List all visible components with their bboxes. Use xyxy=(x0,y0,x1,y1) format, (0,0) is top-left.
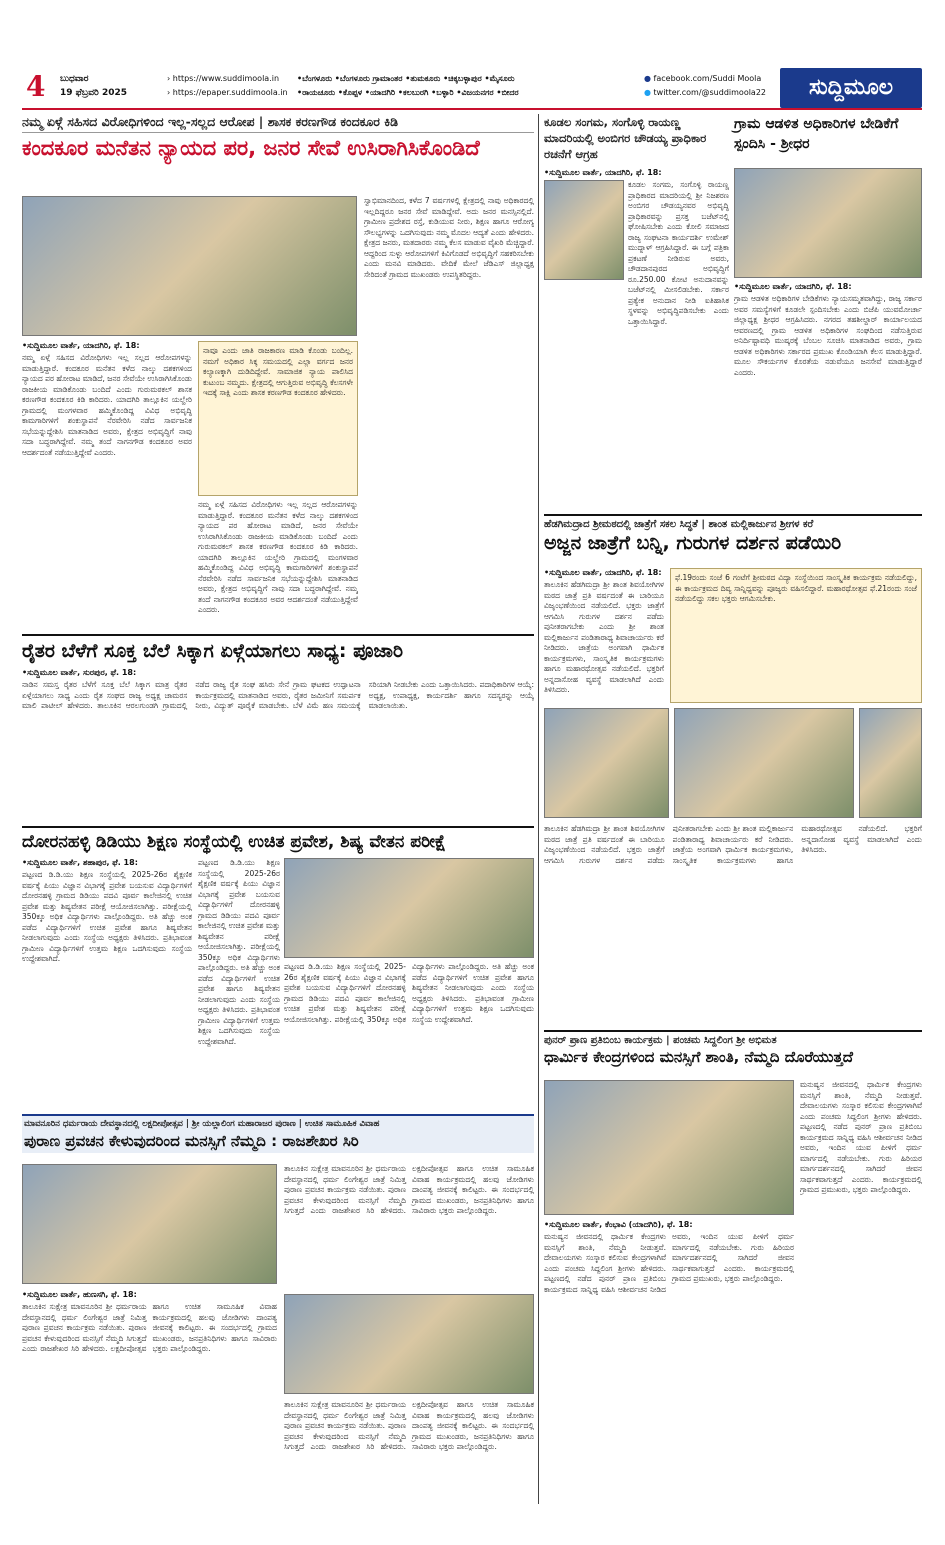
story-byline: •ಸುದ್ದಿಮೂಲ ವಾರ್ತೆ, ಯಾದಗಿರಿ, ಫೆ. 18: xyxy=(544,168,662,177)
story-column xyxy=(544,568,664,703)
facebook-icon: ● xyxy=(644,74,654,83)
story-column xyxy=(800,1080,922,1500)
page-header xyxy=(22,68,922,110)
story-column xyxy=(22,668,534,818)
photo-exam-hall xyxy=(284,858,534,958)
story-body: ತಾಲೂಕಿನ ಸುಕ್ಷೇತ್ರ ಮಾವನೂರಿನ ಶ್ರೀ ಧರ್ಮರಾಯ ದೇವಸ್ಥಾನದಲ್ಲಿ ಧರ್ಮ ಲಿಂಗೇಶ್ವರ ಜಾತ್ರೆ ನಿಮಿತ್ತ ಪುರಾಣ ಪ್ರವಚನ ಕಾರ್ಯಕ್ರಮ ನಡೆಯಿತು. ಪುರಾಣ ಪ್ರವಚನ ಕೇಳುವುದರಿಂದ ಮನಸ್ಸಿಗೆ ನೆಮ್ಮದಿ ಸಿಗುತ್ತದೆ ಎಂದು ರಾಜಶೇಖರ ಸಿರಿ ಹೇಳಿದರು. ಲಕ್ಷದೀಪೋತ್ಸವ ಹಾಗೂ ಉಚಿತ ಸಾಮೂಹಿಕ ವಿವಾಹ ಕಾರ್ಯಕ್ರಮದಲ್ಲಿ ಹಲವು ಜೋಡಿಗಳು ದಾಂಪತ್ಯ ಜೀವನಕ್ಕೆ ಕಾಲಿಟ್ಟರು. ಈ ಸಂದರ್ಭದಲ್ಲಿ ಗ್ರಾಮದ ಮುಖಂಡರು, ಜನಪ್ರತಿನಿಧಿಗಳು ಹಾಗೂ ಸಾವಿರಾರು ಭಕ್ತರು ಪಾಲ್ಗೊಂಡಿದ್ದರು. xyxy=(284,1164,534,1215)
story-body: ತಾಲೂಕಿನ ಹೆಡಗಿಮದ್ರಾ ಶ್ರೀ ಶಾಂತ ಶಿವಯೋಗಿಗಳ ಮಠದ ಜಾತ್ರೆ ಪ್ರತಿ ವರ್ಷದಂತೆ ಈ ಬಾರಿಯೂ ವಿಜೃಂಭಣೆಯಿಂದ ನಡೆಯಲಿದೆ. ಭಕ್ತರು ಜಾತ್ರೆಗೆ ಆಗಮಿಸಿ ಗುರುಗಳ ದರ್ಶನ ಪಡೆದು ಪುನೀತರಾಗಬೇಕು ಎಂದು ಶ್ರೀ ಶಾಂತ ಮಲ್ಲಿಕಾರ್ಜುನ ಪಂಡಿತಾರಾಧ್ಯ ಶಿವಾಚಾರ್ಯರು ಕರೆ ನೀಡಿದರು. ಜಾತ್ರೆಯ ಅಂಗವಾಗಿ ಧಾರ್ಮಿಕ ಕಾರ್ಯಕ್ರಮಗಳು, ಸಾಂಸ್ಕೃತಿಕ ಕಾರ್ಯಕ್ರಮಗಳು ಹಾಗೂ ಮಹಾರಥೋತ್ಸವ ನಡೆಯಲಿದೆ. ಭಕ್ತರಿಗೆ ಅನ್ನದಾಸೋಹ ವ್ಯವಸ್ಥೆ ಮಾಡಲಾಗಿದೆ ಎಂದು ತಿಳಿಸಿದರು. xyxy=(544,824,922,865)
story-headline: ಧಾರ್ಮಿಕ ಕೇಂದ್ರಗಳಿಂದ ಮನಸ್ಸಿಗೆ ಶಾಂತಿ, ನೆಮ್ಮದಿ ದೊರೆಯುತ್ತದೆ xyxy=(544,1048,853,1066)
highlight-box xyxy=(198,341,358,496)
facebook-link[interactable]: facebook.com/Suddi Moola xyxy=(653,74,762,83)
story-body: ನಮ್ಮ ಏಳ್ಗೆ ಸಹಿಸದ ವಿರೋಧಿಗಳು ಇಲ್ಲ ಸಲ್ಲದ ಆರೋಪಗಳನ್ನು ಮಾಡುತ್ತಿದ್ದಾರೆ. ಕಂದಕೂರ ಮನೆತನ ಕಳೆದ ನಾಲ್ಕು ದಶಕಗಳಿಂದ ನ್ಯಾಯದ ಪರ ಹೋರಾಟ ಮಾಡಿದೆ, ಜನರ ಸೇವೆಯೇ ಉಸಿರಾಗಿಸಿಕೊಂಡು ರಾಜಕೀಯ ಮಾಡಿಕೊಂಡು ಬಂದಿದೆ ಎಂದು ಗುರುಮಠಕಲ್ ಶಾಸಕ ಕರಣಗೌಡ ಕಂದಕೂರ ಕಿಡಿ ಕಾರಿದರು. ಯಾದಗಿರಿ ತಾಲ್ಲೂಕಿನ ಯಲ್ಹೇರಿ ಗ್ರಾಮದಲ್ಲಿ ಮಂಗಳವಾರ ಹಮ್ಮಿಕೊಂಡಿದ್ದ ವಿವಿಧ ಅಭಿವೃದ್ಧಿ ಕಾಮಗಾರಿಗಳಿಗೆ ಶಂಕುಸ್ಥಾಪನೆ ನೆರವೇರಿಸಿ ನಡೆದ ಸಾರ್ವಜನಿಕ ಸಭೆಯನ್ನುದ್ದೇಶಿಸಿ ಮಾತನಾಡಿದ ಅವರು, ಕ್ಷೇತ್ರದ ಅಭಿವೃದ್ಧಿಗೆ ನಾವು ಸದಾ ಬದ್ಧರಾಗಿದ್ದೇವೆ. ನಮ್ಮ ತಂದೆ ನಾಗನಗೌಡ ಕಂದಕೂರ ಅವರ ಆದರ್ಶದಂತೆ ನಡೆಯುತ್ತಿದ್ದೇವೆ ಎಂದರು. xyxy=(22,353,192,457)
story-column xyxy=(22,1290,277,1502)
story-byline: •ಸುದ್ದಿಮೂಲ ವಾರ್ತೆ, ಸುರಪುರ, ಫೆ. 18: xyxy=(22,668,137,677)
column-divider xyxy=(538,114,539,1504)
story-column xyxy=(284,1400,534,1502)
story-purana xyxy=(22,1114,534,1153)
issue-date xyxy=(60,72,127,100)
twitter-icon: ● xyxy=(644,88,654,97)
story-column xyxy=(22,858,192,1108)
photo-portrait xyxy=(544,180,624,280)
social-links xyxy=(644,72,766,100)
story-body: ಗ್ರಾಮ ಆಡಳಿತ ಅಧಿಕಾರಿಗಳ ಬೇಡಿಕೆಗಳು ನ್ಯಾಯಸಮ್ಮತವಾಗಿದ್ದು, ರಾಜ್ಯ ಸರ್ಕಾರ ಅವರ ಸಮಸ್ಯೆಗಳಿಗೆ ಕೂಡಲೇ ಸ್ಪಂದಿಸಬೇಕು ಎಂದು ಬಿಜೆಪಿ ಯುವಮೋರ್ಚಾ ಜಿಲ್ಲಾಧ್ಯಕ್ಷ ಶ್ರೀಧರ ಆಗ್ರಹಿಸಿದರು. ನಗರದ ತಹಶೀಲ್ದಾರ್ ಕಾರ್ಯಾಲಯದ ಆವರಣದಲ್ಲಿ ಗ್ರಾಮ ಆಡಳಿತ ಅಧಿಕಾರಿಗಳ ಸಂಘದಿಂದ ನಡೆಸುತ್ತಿರುವ ಅನಿರ್ದಿಷ್ಟಾವಧಿ ಮುಷ್ಕರಕ್ಕೆ ಬೆಂಬಲ ಸೂಚಿಸಿ ಮಾತನಾಡಿದ ಅವರು, ಗ್ರಾಮ ಆಡಳಿತ ಅಧಿಕಾರಿಗಳು ಸರ್ಕಾರದ ಪ್ರಮುಖ ಕೊಂಡಿಯಾಗಿ ಕೆಲಸ ಮಾಡುತ್ತಿದ್ದಾರೆ. ಮೂಲ ಸೌಕರ್ಯಗಳ ಕೊರತೆಯ ನಡುವೆಯೂ ಜನಸೇವೆ ಮಾಡುತ್ತಿದ್ದಾರೆ ಎಂದರು. xyxy=(734,294,922,377)
story-dharmika xyxy=(544,1030,922,1066)
story-byline: •ಸುದ್ದಿಮೂಲ ವಾರ್ತೆ, ಯಾದಗಿರಿ, ಫೆ. 18: xyxy=(544,568,662,577)
story-headline: ಪುರಾಣ ಪ್ರವಚನ ಕೇಳುವುದರಿಂದ ಮನಸ್ಸಿಗೆ ನೆಮ್ಮದಿ : ರಾಜಶೇಖರ ಸಿರಿ xyxy=(24,1132,359,1150)
story-body: ಪಟ್ಟಣದ ಡಿ.ಡಿ.ಯು ಶಿಕ್ಷಣ ಸಂಸ್ಥೆಯಲ್ಲಿ 2025-26ರ ಶೈಕ್ಷಣಿಕ ವರ್ಷಕ್ಕೆ ಪಿಯು ವಿಜ್ಞಾನ ವಿಭಾಗಕ್ಕೆ ಪ್ರವೇಶ ಬಯಸುವ ವಿದ್ಯಾರ್ಥಿಗಳಿಗೆ ದೋರನಹಳ್ಳಿ ಗ್ರಾಮದ ಡಿಡಿಯು ಪದವಿ ಪೂರ್ವ ಕಾಲೇಜಿನಲ್ಲಿ ಉಚಿತ ಪ್ರವೇಶ ಮತ್ತು ಶಿಷ್ಯವೇತನ ಪರೀಕ್ಷೆ ಆಯೋಜಿಸಲಾಗಿತ್ತು. ಪರೀಕ್ಷೆಯಲ್ಲಿ 350ಕ್ಕೂ ಅಧಿಕ ವಿದ್ಯಾರ್ಥಿಗಳು ಪಾಲ್ಗೊಂಡಿದ್ದರು. ಅತಿ ಹೆಚ್ಚು ಅಂಕ ಪಡೆದ ವಿದ್ಯಾರ್ಥಿಗಳಿಗೆ ಉಚಿತ ಪ್ರವೇಶ ಹಾಗೂ ಶಿಷ್ಯವೇತನ ನೀಡಲಾಗುವುದು ಎಂದು ಸಂಸ್ಥೆಯ ಅಧ್ಯಕ್ಷರು ತಿಳಿಸಿದರು. ಪ್ರತಿಭಾವಂತ ಗ್ರಾಮೀಣ ವಿದ್ಯಾರ್ಥಿಗಳಿಗೆ ಉತ್ತಮ ಶಿಕ್ಷಣ ಒದಗಿಸುವುದು ಸಂಸ್ಥೆಯ ಉದ್ದೇಶವಾಗಿದೆ. xyxy=(284,962,534,1024)
story-body: ನಮ್ಮ ಏಳ್ಗೆ ಸಹಿಸದ ವಿರೋಧಿಗಳು ಇಲ್ಲ ಸಲ್ಲದ ಆರೋಪಗಳನ್ನು ಮಾಡುತ್ತಿದ್ದಾರೆ. ಕಂದಕೂರ ಮನೆತನ ಕಳೆದ ನಾಲ್ಕು ದಶಕಗಳಿಂದ ನ್ಯಾಯದ ಪರ ಹೋರಾಟ ಮಾಡಿದೆ, ಜನರ ಸೇವೆಯೇ ಉಸಿರಾಗಿಸಿಕೊಂಡು ರಾಜಕೀಯ ಮಾಡಿಕೊಂಡು ಬಂದಿದೆ ಎಂದು ಗುರುಮಠಕಲ್ ಶಾಸಕ ಕರಣಗೌಡ ಕಂದಕೂರ ಕಿಡಿ ಕಾರಿದರು. ಯಾದಗಿರಿ ತಾಲ್ಲೂಕಿನ ಯಲ್ಹೇರಿ ಗ್ರಾಮದಲ್ಲಿ ಮಂಗಳವಾರ ಹಮ್ಮಿಕೊಂಡಿದ್ದ ವಿವಿಧ ಅಭಿವೃದ್ಧಿ ಕಾಮಗಾರಿಗಳಿಗೆ ಶಂಕುಸ್ಥಾಪನೆ ನೆರವೇರಿಸಿ ನಡೆದ ಸಾರ್ವಜನಿಕ ಸಭೆಯನ್ನುದ್ದೇಶಿಸಿ ಮಾತನಾಡಿದ ಅವರು, ಕ್ಷೇತ್ರದ ಅಭಿವೃದ್ಧಿಗೆ ನಾವು ಸದಾ ಬದ್ಧರಾಗಿದ್ದೇವೆ. ನಮ್ಮ ತಂದೆ ನಾಗನಗೌಡ ಕಂದಕೂರ ಅವರ ಆದರ್ಶದಂತೆ ನಡೆಯುತ್ತಿದ್ದೇವೆ ಎಂದರು. xyxy=(198,500,358,614)
story-body: ಪಟ್ಟಣದ ಡಿ.ಡಿ.ಯು ಶಿಕ್ಷಣ ಸಂಸ್ಥೆಯಲ್ಲಿ 2025-26ರ ಶೈಕ್ಷಣಿಕ ವರ್ಷಕ್ಕೆ ಪಿಯು ವಿಜ್ಞಾನ ವಿಭಾಗಕ್ಕೆ ಪ್ರವೇಶ ಬಯಸುವ ವಿದ್ಯಾರ್ಥಿಗಳಿಗೆ ದೋರನಹಳ್ಳಿ ಗ್ರಾಮದ ಡಿಡಿಯು ಪದವಿ ಪೂರ್ವ ಕಾಲೇಜಿನಲ್ಲಿ ಉಚಿತ ಪ್ರವೇಶ ಮತ್ತು ಶಿಷ್ಯವೇತನ ಪರೀಕ್ಷೆ ಆಯೋಜಿಸಲಾಗಿತ್ತು. ಪರೀಕ್ಷೆಯಲ್ಲಿ 350ಕ್ಕೂ ಅಧಿಕ ವಿದ್ಯಾರ್ಥಿಗಳು ಪಾಲ್ಗೊಂಡಿದ್ದರು. ಅತಿ ಹೆಚ್ಚು ಅಂಕ ಪಡೆದ ವಿದ್ಯಾರ್ಥಿಗಳಿಗೆ ಉಚಿತ ಪ್ರವೇಶ ಹಾಗೂ ಶಿಷ್ಯವೇತನ ನೀಡಲಾಗುವುದು ಎಂದು ಸಂಸ್ಥೆಯ ಅಧ್ಯಕ್ಷರು ತಿಳಿಸಿದರು. ಪ್ರತಿಭಾವಂತ ಗ್ರಾಮೀಣ ವಿದ್ಯಾರ್ಥಿಗಳಿಗೆ ಉತ್ತಮ ಶಿಕ್ಷಣ ಒದಗಿಸುವುದು ಸಂಸ್ಥೆಯ ಉದ್ದೇಶವಾಗಿದೆ. xyxy=(22,870,192,963)
story-body: ಕೂಡಲ ಸಂಗಮ, ಸಂಗೊಳ್ಳಿ ರಾಯಣ್ಣ ಪ್ರಾಧಿಕಾರದ ಮಾದರಿಯಲ್ಲಿ ಶ್ರೀ ನಿಜಶರಣ ಅಂಬಿಗರ ಚೌಡಯ್ಯನವರ ಅಭಿವೃದ್ಧಿ ಪ್ರಾಧಿಕಾರವನ್ನು ಪ್ರಸಕ್ತ ಬಜೆಟ್‌ನಲ್ಲಿ ಘೋಷಿಸಬೇಕು ಎಂದು ಕೋಲಿ ಸಮಾಜದ ರಾಜ್ಯ ಸಂಘಟನಾ ಕಾರ್ಯದರ್ಶಿ ಉಮೇಶ್ ಮುದ್ನಾಳ್ ಆಗ್ರಹಿಸಿದ್ದಾರೆ. ಈ ಬಗ್ಗೆ ಪತ್ರಿಕಾ ಪ್ರಕಟಣೆ ನೀಡಿರುವ ಅವರು, ಚೌಡದಾನಪುರದ ಅಭಿವೃದ್ಧಿಗೆ ರೂ.250.00 ಕೋಟಿ ಅನುದಾನವನ್ನು ಬಜೆಟ್‌ನಲ್ಲಿ ಮೀಸಲಿಡಬೇಕು. ಸರ್ಕಾರ ಪ್ರತ್ಯೇಕ ಅನುದಾನ ನೀಡಿ ಐತಿಹಾಸಿಕ ಸ್ಥಳವನ್ನು ಅಭಿವೃದ್ಧಿಪಡಿಸಬೇಕು ಎಂದು ಒತ್ತಾಯಿಸಿದ್ದಾರೆ. xyxy=(628,180,729,326)
edition-cities xyxy=(297,72,642,100)
story-kicker: ನಮ್ಮ ಏಳ್ಗೆ ಸಹಿಸದ ವಿರೋಧಿಗಳಿಂದ ಇಲ್ಲ-ಸಲ್ಲದ ಆರೋಪ | ಶಾಸಕ ಕರಣಗೌಡ ಕಂದಕೂರ ಕಿಡಿ xyxy=(22,114,534,133)
story-column xyxy=(284,962,534,1108)
story-byline: •ಸುದ್ದಿಮೂಲ ವಾರ್ತೆ, ಕೆಂಭಾವಿ (ಯಾದಗಿರಿ), ಫೆ. 18: xyxy=(544,1220,693,1229)
story-school xyxy=(22,826,534,852)
story-column xyxy=(734,282,922,508)
story-column xyxy=(198,500,358,626)
story-byline: •ಸುದ್ದಿಮೂಲ ವಾರ್ತೆ, ಶಹಾಪುರ, ಫೆ. 18: xyxy=(22,858,138,867)
photo-temple xyxy=(674,708,854,818)
story-byline: •ಸುದ್ದಿಮೂಲ ವಾರ್ತೆ, ಯಾದಗಿರಿ, ಫೆ. 18: xyxy=(22,341,140,350)
highlight-box xyxy=(670,568,922,703)
story-kicker: ಕೂಡಲ ಸಂಗಮ, ಸಂಗೊಳ್ಳಿ ರಾಯಣ್ಣ ಮಾದರಿಯಲ್ಲಿ ಅಂಬಿಗರ ಚೌಡಯ್ಯ ಪ್ರಾಧಿಕಾರ ರಚನೆಗೆ ಆಗ್ರಹ xyxy=(544,115,707,161)
globe-icon: › xyxy=(167,88,173,97)
story-column xyxy=(22,341,192,626)
story-body: ಮನುಷ್ಯನ ಜೀವನದಲ್ಲಿ ಧಾರ್ಮಿಕ ಕೇಂದ್ರಗಳು ಮನಸ್ಸಿಗೆ ಶಾಂತಿ, ನೆಮ್ಮದಿ ನೀಡುತ್ತವೆ. ದೇವಾಲಯಗಳು ಸಂಸ್ಕಾರ ಕಲಿಸುವ ಕೇಂದ್ರಗಳಾಗಿವೆ ಎಂದು ಪಂಚಮ ಸಿದ್ದಲಿಂಗ ಶ್ರೀಗಳು ಹೇಳಿದರು. ಪಟ್ಟಣದಲ್ಲಿ ನಡೆದ ಪುನರ್ ಪ್ರಾಣ ಪ್ರತಿಬಿಂಬ ಕಾರ್ಯಕ್ರಮದ ಸಾನ್ನಿಧ್ಯ ವಹಿಸಿ ಆಶೀರ್ವಚನ ನೀಡಿದ ಅವರು, ಇಂದಿನ ಯುವ ಪೀಳಿಗೆ ಧರ್ಮ ಮಾರ್ಗದಲ್ಲಿ ನಡೆಯಬೇಕು. ಗುರು ಹಿರಿಯರ ಮಾರ್ಗದರ್ಶನದಲ್ಲಿ ಸಾಗಿದರೆ ಜೀವನ ಸಾರ್ಥಕವಾಗುತ್ತದೆ ಎಂದರು. ಕಾರ್ಯಕ್ರಮದಲ್ಲಿ ಗ್ರಾಮದ ಪ್ರಮುಖರು, ಭಕ್ತರು ಪಾಲ್ಗೊಂಡಿದ್ದರು. xyxy=(800,1080,922,1194)
story-column xyxy=(544,824,922,1024)
cities-row-1: •ಬೆಂಗಳೂರು •ಬೆಂಗಳೂರು ಗ್ರಾಮಾಂತರ •ತುಮಕೂರು •ಚಿಕ್ಕಬಳ್ಳಾಪುರ •ಮೈಸೂರು xyxy=(297,74,515,83)
photo-meeting xyxy=(22,196,357,336)
story-column xyxy=(284,1164,534,1289)
story-column xyxy=(364,196,534,626)
story-body: ನಾಡಿನ ಸಮಸ್ತ ರೈತರ ಬೆಳೆಗೆ ಸೂಕ್ತ ಬೆಲೆ ಸಿಕ್ಕಾಗ ಮಾತ್ರ ರೈತರ ಏಳ್ಗೆಯಾಗಲು ಸಾಧ್ಯ ಎಂದು ರೈತ ಸಂಘದ ರಾಜ್ಯ ಅಧ್ಯಕ್ಷ ಚಾಮರಸ ಮಾಲಿ ಪಾಟೀಲ್ ಹೇಳಿದರು. ತಾಲೂಕಿನ ಆರಲಗುಂಡಗಿ ಗ್ರಾಮದಲ್ಲಿ ನಡೆದ ರಾಜ್ಯ ರೈತ ಸಂಘ ಹಸಿರು ಸೇನೆ ಗ್ರಾಮ ಘಟಕದ ಉದ್ಘಾಟನಾ ಕಾರ್ಯಕ್ರಮದಲ್ಲಿ ಮಾತನಾಡಿದ ಅವರು, ರೈತರ ಜಮೀನಿಗೆ ಸಮರ್ಪಕ ನೀರು, ವಿದ್ಯುತ್ ಪೂರೈಕೆ ಮಾಡಬೇಕು. ಬೆಳೆ ವಿಮೆ ಹಣ ಸಮಯಕ್ಕೆ ಸರಿಯಾಗಿ ನೀಡಬೇಕು ಎಂದು ಒತ್ತಾಯಿಸಿದರು. ಪದಾಧಿಕಾರಿಗಳ ಆಯ್ಕೆ: ಅಧ್ಯಕ್ಷ, ಉಪಾಧ್ಯಕ್ಷ, ಕಾರ್ಯದರ್ಶಿ ಹಾಗೂ ಸದಸ್ಯರನ್ನು ಆಯ್ಕೆ ಮಾಡಲಾಯಿತು. xyxy=(22,680,534,710)
story-kicker: ಹೆಡಗಿಮದ್ರಾದ ಶ್ರೀಮಠದಲ್ಲಿ ಜಾತ್ರೆಗೆ ಸಕಲ ಸಿದ್ಧತೆ | ಶಾಂತ ಮಲ್ಲಿಕಾರ್ಜುನ ಶ್ರೀಗಳ ಕರೆ xyxy=(544,519,814,530)
photo-protest xyxy=(734,168,922,278)
story-byline: •ಸುದ್ದಿಮೂಲ ವಾರ್ತೆ, ಹುಣಸಗಿ, ಫೆ. 18: xyxy=(22,1290,137,1299)
story-body: ತಾಲೂಕಿನ ಸುಕ್ಷೇತ್ರ ಮಾವನೂರಿನ ಶ್ರೀ ಧರ್ಮರಾಯ ದೇವಸ್ಥಾನದಲ್ಲಿ ಧರ್ಮ ಲಿಂಗೇಶ್ವರ ಜಾತ್ರೆ ನಿಮಿತ್ತ ಪುರಾಣ ಪ್ರವಚನ ಕಾರ್ಯಕ್ರಮ ನಡೆಯಿತು. ಪುರಾಣ ಪ್ರವಚನ ಕೇಳುವುದರಿಂದ ಮನಸ್ಸಿಗೆ ನೆಮ್ಮದಿ ಸಿಗುತ್ತದೆ ಎಂದು ರಾಜಶೇಖರ ಸಿರಿ ಹೇಳಿದರು. ಲಕ್ಷದೀಪೋತ್ಸವ ಹಾಗೂ ಉಚಿತ ಸಾಮೂಹಿಕ ವಿವಾಹ ಕಾರ್ಯಕ್ರಮದಲ್ಲಿ ಹಲವು ಜೋಡಿಗಳು ದಾಂಪತ್ಯ ಜೀವನಕ್ಕೆ ಕಾಲಿಟ್ಟರು. ಈ ಸಂದರ್ಭದಲ್ಲಿ ಗ್ರಾಮದ ಮುಖಂಡರು, ಜನಪ್ರತಿನಿಧಿಗಳು ಹಾಗೂ ಸಾವಿರಾರು ಭಕ್ತರು ಪಾಲ್ಗೊಂಡಿದ್ದರು. xyxy=(22,1302,277,1353)
story-headline: ರೈತರ ಬೆಳೆಗೆ ಸೂಕ್ತ ಬೆಲೆ ಸಿಕ್ಕಾಗ ಏಳ್ಗೆಯಾಗಲು ಸಾಧ್ಯ: ಪೂಜಾರಿ xyxy=(22,640,404,662)
story-farmers xyxy=(22,634,534,662)
twitter-link[interactable]: twitter.com/@suddimoola22 xyxy=(653,88,767,97)
story-kicker: ಮಾವನೂರಿನ ಧರ್ಮರಾಯ ದೇವಸ್ಥಾನದಲ್ಲಿ ಲಕ್ಷದೀಪೋತ್ಸವ | ಶ್ರೀ ಯಲ್ಲಾಲಿಂಗ ಮಹಾರಾಜರ ಪುರಾಣ | ಉಚಿತ ಸಾಮೂಹಿಕ ವಿವಾಹ xyxy=(24,1119,380,1129)
page-number: 4 xyxy=(26,70,46,103)
story-jatre xyxy=(544,514,922,554)
globe-icon: › xyxy=(167,74,173,83)
story-body: ಸ್ವಾಭಿಮಾನದಿಂದ, ಕಳೆದ 7 ವರ್ಷಗಳಲ್ಲಿ ಕ್ಷೇತ್ರದಲ್ಲಿ ನಾವು ಅಧಿಕಾರದಲ್ಲಿ ಇಲ್ಲದಿದ್ದರೂ ಜನರ ಸೇವೆ ಮಾಡಿದ್ದೇವೆ. ಅದು ಜನರ ಮನಸ್ಸಿನಲ್ಲಿದೆ. ಗ್ರಾಮೀಣ ಪ್ರದೇಶದ ರಸ್ತೆ, ಕುಡಿಯುವ ನೀರು, ಶಿಕ್ಷಣ ಹಾಗೂ ಆರೋಗ್ಯ ಸೌಲಭ್ಯಗಳನ್ನು ಒದಗಿಸುವುದು ನಮ್ಮ ಮೊದಲ ಆದ್ಯತೆ ಎಂದು ಹೇಳಿದರು. ಕ್ಷೇತ್ರದ ಜನರು, ಮತದಾರರು ನಮ್ಮ ಕೆಲಸ ಮಾಡುವ ವೈಖರಿ ಮೆಚ್ಚಿದ್ದಾರೆ. ಆದ್ದರಿಂದ ಸುಳ್ಳು ಆರೋಪಗಳಿಗೆ ಕಿವಿಗೊಡದೆ ಅಭಿವೃದ್ಧಿಗೆ ಸಹಕರಿಸಬೇಕು ಎಂದು ಮನವಿ ಮಾಡಿದರು. ವೇದಿಕೆ ಮೇಲೆ ಜೆಡಿಎಸ್ ಜಿಲ್ಲಾಧ್ಯಕ್ಷ ಸೇರಿದಂತೆ ಗ್ರಾಮದ ಮುಖಂಡರು ಉಪಸ್ಥಿತರಿದ್ದರು. xyxy=(364,196,534,279)
header-urls xyxy=(167,72,288,100)
issue-day: ಬುಧವಾರ xyxy=(60,74,89,84)
box-text: ಫೆ.19ರಂದು ಸಂಜೆ 6 ಗಂಟೆಗೆ ಶ್ರೀಮಠದ ವಿದ್ಯಾ ಸಂಸ್ಥೆಯಿಂದ ಸಾಂಸ್ಕೃತಿಕ ಕಾರ್ಯಕ್ರಮ ನಡೆಯಲಿದ್ದು, ಈ ಕಾರ್ಯಕ್ರಮದ ದಿವ್ಯ ಸಾನ್ನಿಧ್ಯವನ್ನು ಪೂಜ್ಯರು ವಹಿಸಲಿದ್ದಾರೆ. ಮಹಾರಥೋತ್ಸವ ಫೆ.21ರಂದು ಸಂಜೆ ನಡೆಯಲಿದ್ದು ಸಕಲ ಭಕ್ತರು ಆಗಮಿಸಬೇಕು. xyxy=(675,573,917,603)
box-text: ನಾವೂ ಎಂದು ಜಾತಿ ರಾಜಕಾರಣ ಮಾಡಿ ಕೊಂಡು ಬಂದಿಲ್ಲ. ನಮಗೆ ಅಧಿಕಾರ ಸಿಕ್ಕ ಸಮಯದಲ್ಲಿ ಎಲ್ಲಾ ವರ್ಗದ ಜನರ ಕಲ್ಯಾಣಕ್ಕಾಗಿ ದುಡಿದಿದ್ದೇವೆ. ಸಾಮಾಜಿಕ ನ್ಯಾಯ ಪಾಲಿಸಿದ ಕುಟುಂಬ ನಮ್ಮದು. ಕ್ಷೇತ್ರದಲ್ಲಿ ಆಗುತ್ತಿರುವ ಅಭಿವೃದ್ಧಿ ಕೆಲಸಗಳೇ ಇದಕ್ಕೆ ಸಾಕ್ಷಿ ಎಂದು ಶಾಸಕ ಕರಣಗೌಡ ಕಂದಕೂರ ಹೇಳಿದರು. xyxy=(203,346,353,397)
photo-seers xyxy=(544,1080,794,1215)
story-column xyxy=(544,1220,794,1502)
story-column xyxy=(544,168,729,508)
story-village-officers xyxy=(734,114,922,154)
story-kandakur xyxy=(22,114,534,161)
newspaper-page xyxy=(22,68,922,1506)
photo-portrait xyxy=(859,708,922,818)
story-byline: •ಸುದ್ದಿಮೂಲ ವಾರ್ತೆ, ಯಾದಗಿರಿ, ಫೆ. 18: xyxy=(734,282,852,291)
story-body: ಮನುಷ್ಯನ ಜೀವನದಲ್ಲಿ ಧಾರ್ಮಿಕ ಕೇಂದ್ರಗಳು ಮನಸ್ಸಿಗೆ ಶಾಂತಿ, ನೆಮ್ಮದಿ ನೀಡುತ್ತವೆ. ದೇವಾಲಯಗಳು ಸಂಸ್ಕಾರ ಕಲಿಸುವ ಕೇಂದ್ರಗಳಾಗಿವೆ ಎಂದು ಪಂಚಮ ಸಿದ್ದಲಿಂಗ ಶ್ರೀಗಳು ಹೇಳಿದರು. ಪಟ್ಟಣದಲ್ಲಿ ನಡೆದ ಪುನರ್ ಪ್ರಾಣ ಪ್ರತಿಬಿಂಬ ಕಾರ್ಯಕ್ರಮದ ಸಾನ್ನಿಧ್ಯ ವಹಿಸಿ ಆಶೀರ್ವಚನ ನೀಡಿದ ಅವರು, ಇಂದಿನ ಯುವ ಪೀಳಿಗೆ ಧರ್ಮ ಮಾರ್ಗದಲ್ಲಿ ನಡೆಯಬೇಕು. ಗುರು ಹಿರಿಯರ ಮಾರ್ಗದರ್ಶನದಲ್ಲಿ ಸಾಗಿದರೆ ಜೀವನ ಸಾರ್ಥಕವಾಗುತ್ತದೆ ಎಂದರು. ಕಾರ್ಯಕ್ರಮದಲ್ಲಿ ಗ್ರಾಮದ ಪ್ರಮುಖರು, ಭಕ್ತರು ಪಾಲ್ಗೊಂಡಿದ್ದರು. xyxy=(544,1232,794,1294)
photo-swamiji xyxy=(544,708,669,818)
story-headline: ದೋರನಹಳ್ಳಿ ಡಿಡಿಯು ಶಿಕ್ಷಣ ಸಂಸ್ಥೆಯಲ್ಲಿ ಉಚಿತ ಪ್ರವೇಶ, ಶಿಷ್ಯ ವೇತನ ಪರೀಕ್ಷೆ xyxy=(22,832,446,852)
masthead-logo: ಸುದ್ದಿಮೂಲ xyxy=(780,68,922,108)
story-headline: ಗ್ರಾಮ ಆಡಳಿತ ಅಧಿಕಾರಿಗಳ ಬೇಡಿಕೆಗೆ ಸ್ಪಂದಿಸಿ - ಶ್ರೀಧರ xyxy=(734,116,899,152)
story-body: ತಾಲೂಕಿನ ಸುಕ್ಷೇತ್ರ ಮಾವನೂರಿನ ಶ್ರೀ ಧರ್ಮರಾಯ ದೇವಸ್ಥಾನದಲ್ಲಿ ಧರ್ಮ ಲಿಂಗೇಶ್ವರ ಜಾತ್ರೆ ನಿಮಿತ್ತ ಪುರಾಣ ಪ್ರವಚನ ಕಾರ್ಯಕ್ರಮ ನಡೆಯಿತು. ಪುರಾಣ ಪ್ರವಚನ ಕೇಳುವುದರಿಂದ ಮನಸ್ಸಿಗೆ ನೆಮ್ಮದಿ ಸಿಗುತ್ತದೆ ಎಂದು ರಾಜಶೇಖರ ಸಿರಿ ಹೇಳಿದರು. ಲಕ್ಷದೀಪೋತ್ಸವ ಹಾಗೂ ಉಚಿತ ಸಾಮೂಹಿಕ ವಿವಾಹ ಕಾರ್ಯಕ್ರಮದಲ್ಲಿ ಹಲವು ಜೋಡಿಗಳು ದಾಂಪತ್ಯ ಜೀವನಕ್ಕೆ ಕಾಲಿಟ್ಟರು. ಈ ಸಂದರ್ಭದಲ್ಲಿ ಗ್ರಾಮದ ಮುಖಂಡರು, ಜನಪ್ರತಿನಿಧಿಗಳು ಹಾಗೂ ಸಾವಿರಾರು ಭಕ್ತರು ಪಾಲ್ಗೊಂಡಿದ್ದರು. xyxy=(284,1400,534,1451)
epaper-link[interactable]: https://epaper.suddimoola.in xyxy=(172,88,288,97)
story-body: ಪಟ್ಟಣದ ಡಿ.ಡಿ.ಯು ಶಿಕ್ಷಣ ಸಂಸ್ಥೆಯಲ್ಲಿ 2025-26ರ ಶೈಕ್ಷಣಿಕ ವರ್ಷಕ್ಕೆ ಪಿಯು ವಿಜ್ಞಾನ ವಿಭಾಗಕ್ಕೆ ಪ್ರವೇಶ ಬಯಸುವ ವಿದ್ಯಾರ್ಥಿಗಳಿಗೆ ದೋರನಹಳ್ಳಿ ಗ್ರಾಮದ ಡಿಡಿಯು ಪದವಿ ಪೂರ್ವ ಕಾಲೇಜಿನಲ್ಲಿ ಉಚಿತ ಪ್ರವೇಶ ಮತ್ತು ಶಿಷ್ಯವೇತನ ಪರೀಕ್ಷೆ ಆಯೋಜಿಸಲಾಗಿತ್ತು. ಪರೀಕ್ಷೆಯಲ್ಲಿ 350ಕ್ಕೂ ಅಧಿಕ ವಿದ್ಯಾರ್ಥಿಗಳು ಪಾಲ್ಗೊಂಡಿದ್ದರು. ಅತಿ ಹೆಚ್ಚು ಅಂಕ ಪಡೆದ ವಿದ್ಯಾರ್ಥಿಗಳಿಗೆ ಉಚಿತ ಪ್ರವೇಶ ಹಾಗೂ ಶಿಷ್ಯವೇತನ ನೀಡಲಾಗುವುದು ಎಂದು ಸಂಸ್ಥೆಯ ಅಧ್ಯಕ್ಷರು ತಿಳಿಸಿದರು. ಪ್ರತಿಭಾವಂತ ಗ್ರಾಮೀಣ ವಿದ್ಯಾರ್ಥಿಗಳಿಗೆ ಉತ್ತಮ ಶಿಕ್ಷಣ ಒದಗಿಸುವುದು ಸಂಸ್ಥೆಯ ಉದ್ದೇಶವಾಗಿದೆ. xyxy=(198,858,280,1046)
story-headline: ಅಜ್ಜನ ಜಾತ್ರೆಗೆ ಬನ್ನಿ, ಗುರುಗಳ ದರ್ಶನ ಪಡೆಯಿರಿ xyxy=(544,532,842,554)
photo-event xyxy=(22,1164,277,1284)
issue-date-text: 19 ಫೆಬ್ರವರಿ 2025 xyxy=(60,88,127,98)
story-kicker: ಪುನರ್ ಪ್ರಾಣ ಪ್ರತಿಬಿಂಬ ಕಾರ್ಯಕ್ರಮ | ಪಂಚಮ ಸಿದ್ದಲಿಂಗ ಶ್ರೀ ಅಭಿಮತ xyxy=(544,1035,777,1046)
story-body: ತಾಲೂಕಿನ ಹೆಡಗಿಮದ್ರಾ ಶ್ರೀ ಶಾಂತ ಶಿವಯೋಗಿಗಳ ಮಠದ ಜಾತ್ರೆ ಪ್ರತಿ ವರ್ಷದಂತೆ ಈ ಬಾರಿಯೂ ವಿಜೃಂಭಣೆಯಿಂದ ನಡೆಯಲಿದೆ. ಭಕ್ತರು ಜಾತ್ರೆಗೆ ಆಗಮಿಸಿ ಗುರುಗಳ ದರ್ಶನ ಪಡೆದು ಪುನೀತರಾಗಬೇಕು ಎಂದು ಶ್ರೀ ಶಾಂತ ಮಲ್ಲಿಕಾರ್ಜುನ ಪಂಡಿತಾರಾಧ್ಯ ಶಿವಾಚಾರ್ಯರು ಕರೆ ನೀಡಿದರು. ಜಾತ್ರೆಯ ಅಂಗವಾಗಿ ಧಾರ್ಮಿಕ ಕಾರ್ಯಕ್ರಮಗಳು, ಸಾಂಸ್ಕೃತಿಕ ಕಾರ್ಯಕ್ರಮಗಳು ಹಾಗೂ ಮಹಾರಥೋತ್ಸವ ನಡೆಯಲಿದೆ. ಭಕ್ತರಿಗೆ ಅನ್ನದಾಸೋಹ ವ್ಯವಸ್ಥೆ ಮಾಡಲಾಗಿದೆ ಎಂದು ತಿಳಿಸಿದರು. xyxy=(544,580,664,694)
story-headline: ಕಂದಕೂರ ಮನೆತನ ನ್ಯಾಯದ ಪರ, ಜನರ ಸೇವೆ ಉಸಿರಾಗಿಸಿಕೊಂಡಿದೆ xyxy=(22,136,480,160)
story-ambigara xyxy=(544,114,729,162)
story-column xyxy=(198,858,280,1108)
cities-row-2: •ರಾಯಚೂರು •ಕೊಪ್ಪಳ •ಯಾದಗಿರಿ •ಕಲಬುರಗಿ •ಬಳ್ಳಾರಿ •ವಿಜಯನಗರ •ಬೀದರ xyxy=(297,88,519,97)
website-link[interactable]: https://www.suddimoola.in xyxy=(172,74,280,83)
photo-procession xyxy=(284,1294,534,1394)
